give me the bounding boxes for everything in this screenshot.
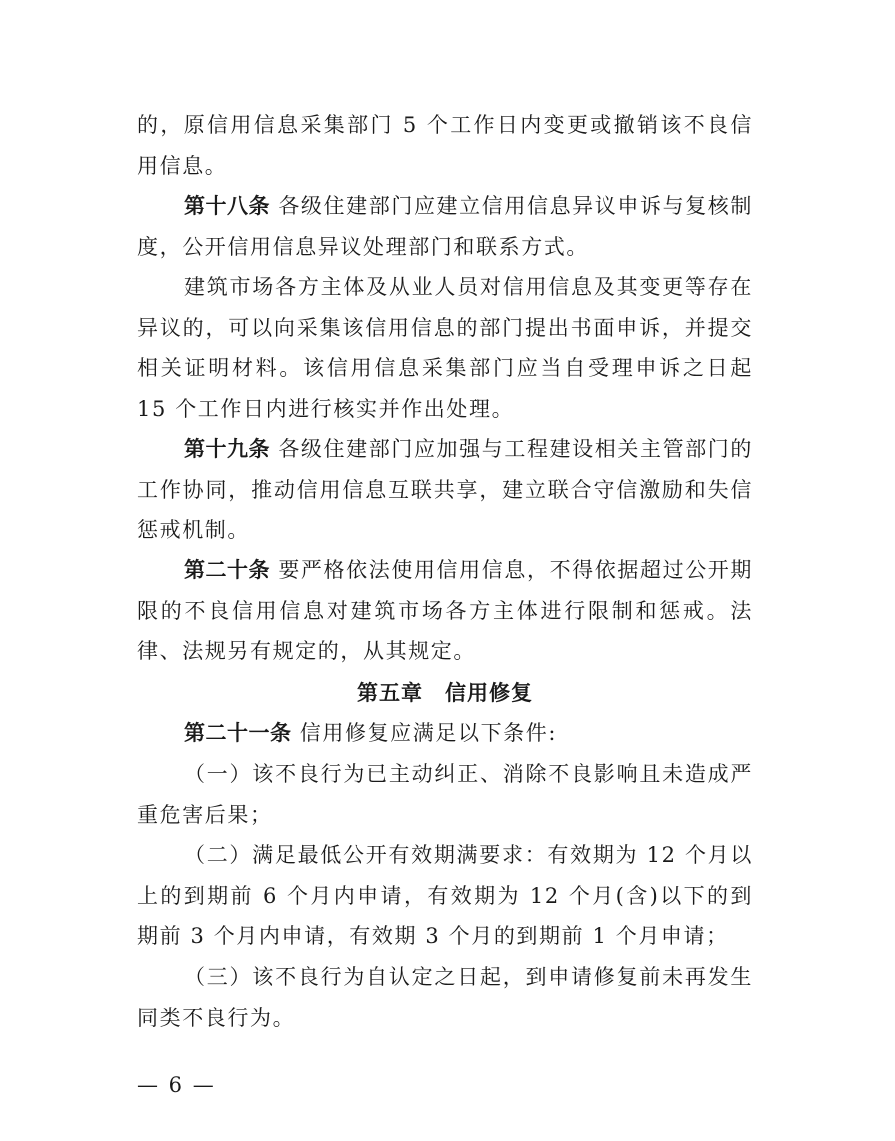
paragraph-text: 建筑市场各方主体及从业人员对信用信息及其变更等存在异议的，可以向采集该信用信息的部门提出书面申诉，并提交相关证明材料。该信用信息采集部门应当自受理申诉之日起 15 个工作日内进行核实并作出处理。 bbox=[137, 275, 753, 421]
article-20-paragraph bbox=[137, 550, 753, 672]
article-heading: 第二十条 bbox=[184, 558, 271, 582]
condition-2-paragraph bbox=[137, 835, 753, 957]
paragraph-text: 各级住建部门应建立信用信息异议申诉与复核制度，公开信用信息异议处理部门和联系方式。 bbox=[137, 194, 753, 259]
paragraph-text: 信用修复应满足以下条件: bbox=[299, 721, 558, 745]
paragraph-text: 各级住建部门应加强与工程建设相关主管部门的工作协同，推动信用信息互联共享，建立联合守信激励和失信惩戒机制。 bbox=[137, 437, 753, 542]
page-number: — 6 — bbox=[137, 1073, 216, 1097]
paragraph-text: 要严格依法使用信用信息，不得依据超过公开期限的不良信用信息对建筑市场各方主体进行限制和惩戒。法律、法规另有规定的，从其规定。 bbox=[137, 558, 753, 663]
paragraph-text: 的，原信用信息采集部门 5 个工作日内变更或撤销该不良信用信息。 bbox=[137, 113, 753, 178]
paragraph-text: （三）该不良行为自认定之日起，到申请修复前未再发生同类不良行为。 bbox=[137, 965, 753, 1030]
chapter-title: 第五章 信用修复 bbox=[357, 681, 533, 705]
paragraph-continued bbox=[137, 105, 753, 186]
article-heading: 第二十一条 bbox=[184, 721, 292, 745]
article-21-paragraph bbox=[137, 713, 753, 754]
article-19-paragraph bbox=[137, 429, 753, 551]
paragraph-text: （二）满足最低公开有效期满要求：有效期为 12 个月以上的到期前 6 个月内申请，有效期为 12 个月(含)以下的到期前 3 个月内申请，有效期 3 个月的到期前 1 个月申请； bbox=[137, 843, 753, 948]
condition-1-paragraph bbox=[137, 754, 753, 835]
article-heading: 第十八条 bbox=[184, 194, 271, 218]
paragraph-text: （一）该不良行为已主动纠正、消除不良影响且未造成严重危害后果； bbox=[137, 762, 753, 827]
article-18-paragraph bbox=[137, 186, 753, 267]
article-18-detail-paragraph bbox=[137, 267, 753, 429]
article-heading: 第十九条 bbox=[184, 437, 271, 461]
condition-3-paragraph bbox=[137, 957, 753, 1038]
